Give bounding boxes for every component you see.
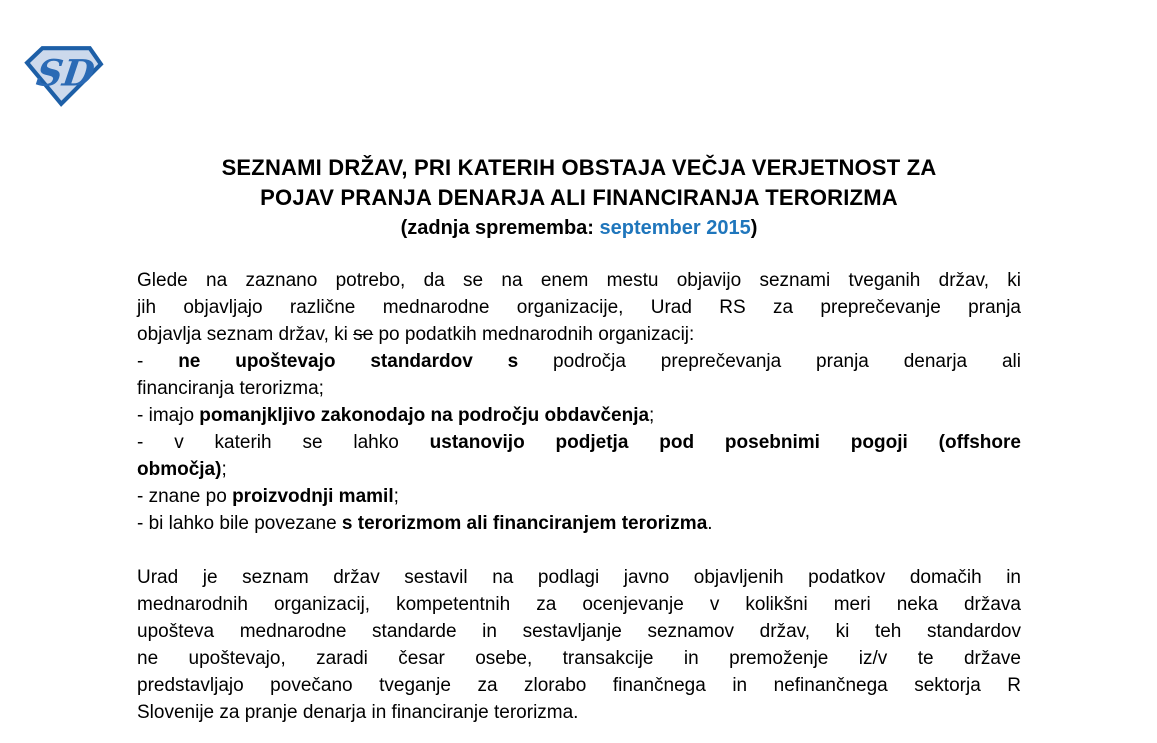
bullet-regular-text: - v katerih se lahko — [137, 432, 430, 453]
intro-line-1: Glede na zaznano potrebo, da se na enem mestu objavijo seznami tveganih držav, ki — [137, 270, 1021, 291]
bullet-regular-text: - imajo — [137, 405, 200, 426]
closing-line-3: upošteva mednarodne standarde in sestavljanje seznamov držav, ki teh standardov — [137, 621, 1021, 642]
bullet-punctuation: ; — [649, 405, 655, 426]
closing-line-1: Urad je seznam držav sestavil na podlagi javno objavljenih podatkov domačih in — [137, 567, 1021, 588]
bullet-bold-text: pomanjkljivo zakonodajo na področju obdavčenja — [199, 405, 650, 426]
bullet-regular-text: - znane po — [137, 486, 233, 507]
closing-line-5: predstavljajo povečano tveganje za zlorabo finančnega in nefinančnega sektorja R — [137, 675, 1021, 696]
list-item-3-line-1 — [137, 429, 1021, 456]
bullet-bold-text: območja) — [137, 459, 222, 480]
page-title-line-1: SEZNAMI DRŽAV, PRI KATERIH OBSTAJA VEČJA VERJETNOST ZA — [221, 155, 937, 180]
list-item-1-line-2: financiranja terorizma; — [137, 378, 324, 399]
logo-letters: SD — [33, 51, 98, 95]
bullet-regular-text: - bi lahko bile povezane — [137, 513, 342, 534]
bullet-punctuation: . — [707, 513, 713, 534]
closing-line-6: Slovenije za pranje denarja in financiranje terorizma. — [137, 702, 579, 723]
bullet-bold-text: s terorizmom ali financiranjem terorizma — [341, 513, 708, 534]
list-item-4 — [137, 483, 1021, 510]
page-title-line-2: POJAV PRANJA DENARJA ALI FINANCIRANJA TERORIZMA — [260, 185, 898, 210]
list-item-2 — [137, 402, 1021, 429]
document-content — [137, 153, 1021, 726]
bullet-punctuation: ; — [393, 486, 399, 507]
intro-line-3 — [137, 321, 1021, 348]
closing-line-4: ne upoštevajo, zaradi česar osebe, transakcije in premoženje iz/v te države — [137, 648, 1021, 669]
strikethrough-word: se — [353, 324, 374, 345]
closing-paragraph — [137, 564, 1021, 726]
closing-line-2: mednarodnih organizacij, kompetentnih za ocenjevanje v kolikšni meri neka država — [137, 594, 1021, 615]
sd-shield-icon — [22, 44, 106, 108]
subtitle-suffix: ) — [750, 217, 758, 239]
subtitle-prefix: (zadnja sprememba: — [400, 217, 600, 239]
list-item-3-line-2 — [137, 456, 1021, 483]
list-item-5 — [137, 510, 1021, 537]
bullet-punctuation: ; — [221, 459, 227, 480]
organization-logo — [22, 44, 106, 108]
criteria-list — [137, 348, 1021, 537]
intro-line-3-text-after: po podatkih mednarodnih organizacij: — [373, 324, 695, 345]
subtitle — [137, 213, 1021, 243]
bullet-bold-text: proizvodnji mamil — [232, 486, 394, 507]
bullet-bold-text: ne upoštevajo standardov s — [178, 351, 519, 372]
intro-paragraph — [137, 267, 1021, 348]
last-updated-date: september 2015 — [599, 217, 751, 239]
intro-line-3-text: objavlja seznam držav, ki — [137, 324, 354, 345]
bullet-bold-text: ustanovijo podjetja pod posebnimi pogoji (offshore — [429, 432, 1021, 453]
intro-line-2: jih objavljajo različne mednarodne organizacije, Urad RS za preprečevanje pranja — [137, 297, 1021, 318]
bullet-regular-text: področja preprečevanja pranja denarja ali — [518, 351, 1021, 372]
bullet-dash: - — [137, 351, 179, 372]
list-item-1-line-1 — [137, 348, 1021, 375]
